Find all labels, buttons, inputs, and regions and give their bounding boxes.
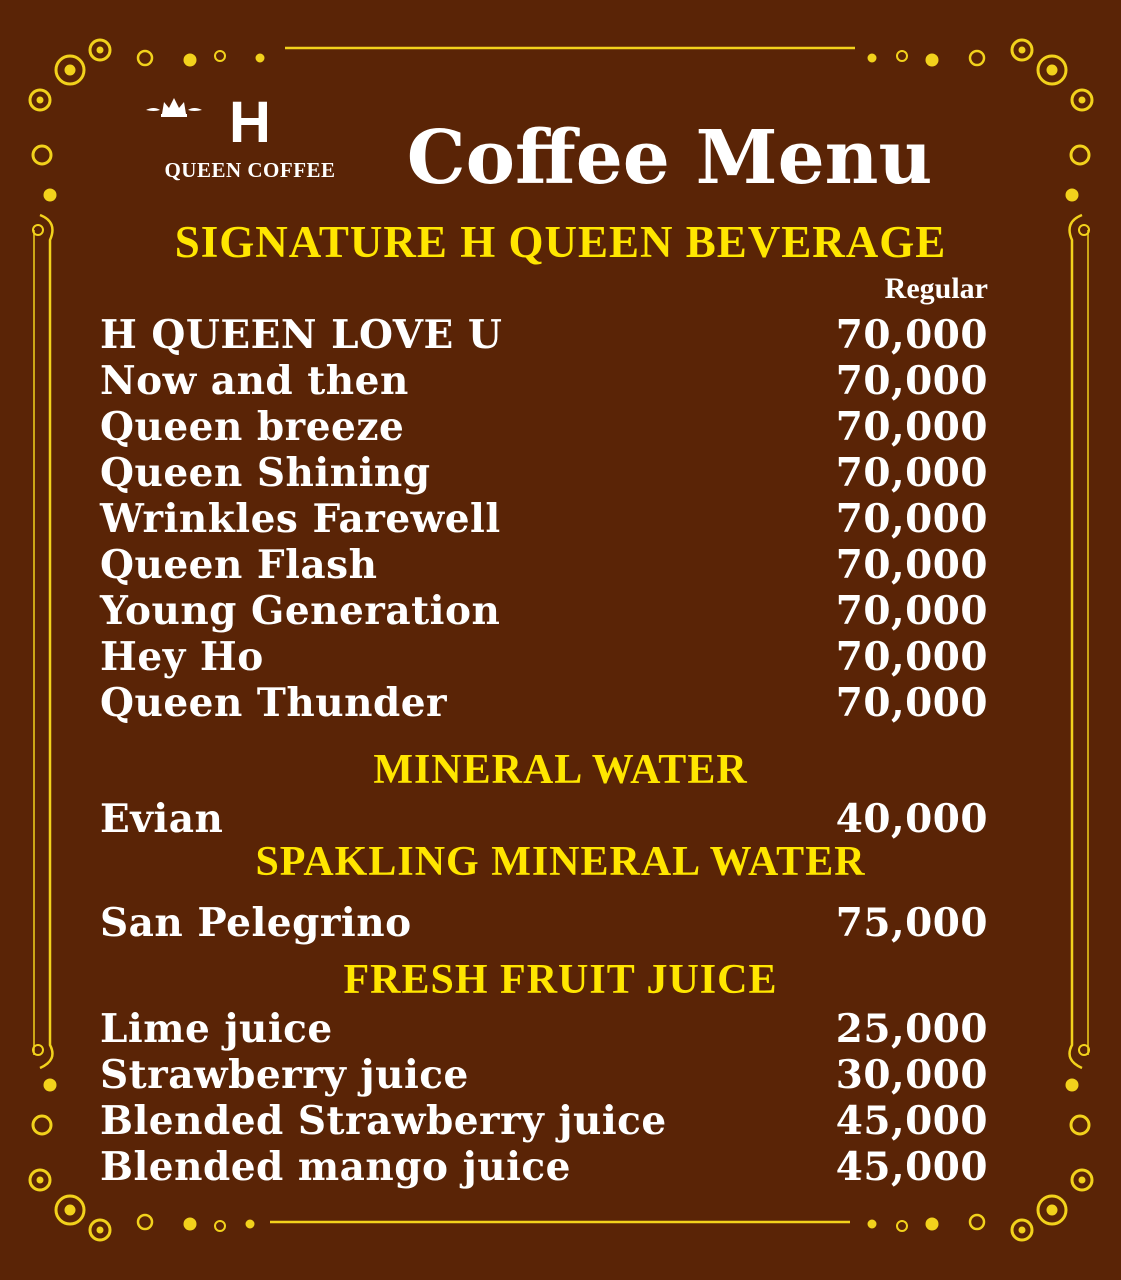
section-heading-sparkling-water: SPAKLING MINERAL WATER	[255, 839, 866, 885]
item-price: 70,000	[835, 358, 988, 404]
item-name: Now and then	[100, 358, 409, 404]
item-name: Blended mango juice	[100, 1144, 571, 1190]
item-price: 70,000	[835, 680, 988, 726]
menu-list-sparkling-water	[100, 900, 988, 946]
item-name: Wrinkles Farewell	[100, 496, 501, 542]
item-price: 70,000	[835, 496, 988, 542]
item-price: 75,000	[835, 900, 988, 946]
menu-list-fresh-fruit-juice	[100, 1006, 988, 1190]
menu-item	[100, 1006, 988, 1052]
menu-list-signature	[100, 312, 988, 726]
item-price: 25,000	[835, 1006, 988, 1052]
item-name: San Pelegrino	[100, 900, 412, 946]
menu-item	[100, 450, 988, 496]
item-name: H QUEEN LOVE U	[100, 312, 503, 358]
item-price: 45,000	[835, 1144, 988, 1190]
menu-item	[100, 542, 988, 588]
item-price: 45,000	[835, 1098, 988, 1144]
menu-item	[100, 680, 988, 726]
menu-item	[100, 634, 988, 680]
item-name: Lime juice	[100, 1006, 333, 1052]
item-name: Hey Ho	[100, 634, 264, 680]
item-price: 70,000	[835, 634, 988, 680]
item-price: 40,000	[835, 796, 988, 842]
brand-letter: H	[229, 90, 271, 155]
menu-item	[100, 312, 988, 358]
section-heading-fresh-fruit-juice: FRESH FRUIT JUICE	[343, 957, 778, 1003]
item-price: 70,000	[835, 542, 988, 588]
menu-item	[100, 404, 988, 450]
item-price: 70,000	[835, 312, 988, 358]
item-name: Queen Flash	[100, 542, 378, 588]
item-price: 70,000	[835, 588, 988, 634]
item-name: Queen Shining	[100, 450, 431, 496]
item-name: Young Generation	[100, 588, 501, 634]
item-price: 30,000	[835, 1052, 988, 1098]
item-name: Queen Thunder	[100, 680, 448, 726]
brand-name: QUEEN COFFEE	[164, 158, 336, 182]
menu-item	[100, 900, 988, 946]
menu-item	[100, 1144, 988, 1190]
item-name: Blended Strawberry juice	[100, 1098, 667, 1144]
item-name: Strawberry juice	[100, 1052, 469, 1098]
menu-item	[100, 1098, 988, 1144]
item-price: 70,000	[835, 404, 988, 450]
menu-item	[100, 1052, 988, 1098]
menu-item	[100, 496, 988, 542]
item-name: Queen breeze	[100, 404, 405, 450]
menu-item	[100, 588, 988, 634]
item-name: Evian	[100, 796, 224, 842]
column-label-regular: Regular	[884, 272, 988, 305]
item-price: 70,000	[835, 450, 988, 496]
menu-item	[100, 358, 988, 404]
section-heading-signature: SIGNATURE H QUEEN BEVERAGE	[174, 217, 947, 267]
page-title: Coffee Menu	[406, 115, 933, 201]
section-heading-mineral-water: MINERAL WATER	[373, 747, 748, 793]
